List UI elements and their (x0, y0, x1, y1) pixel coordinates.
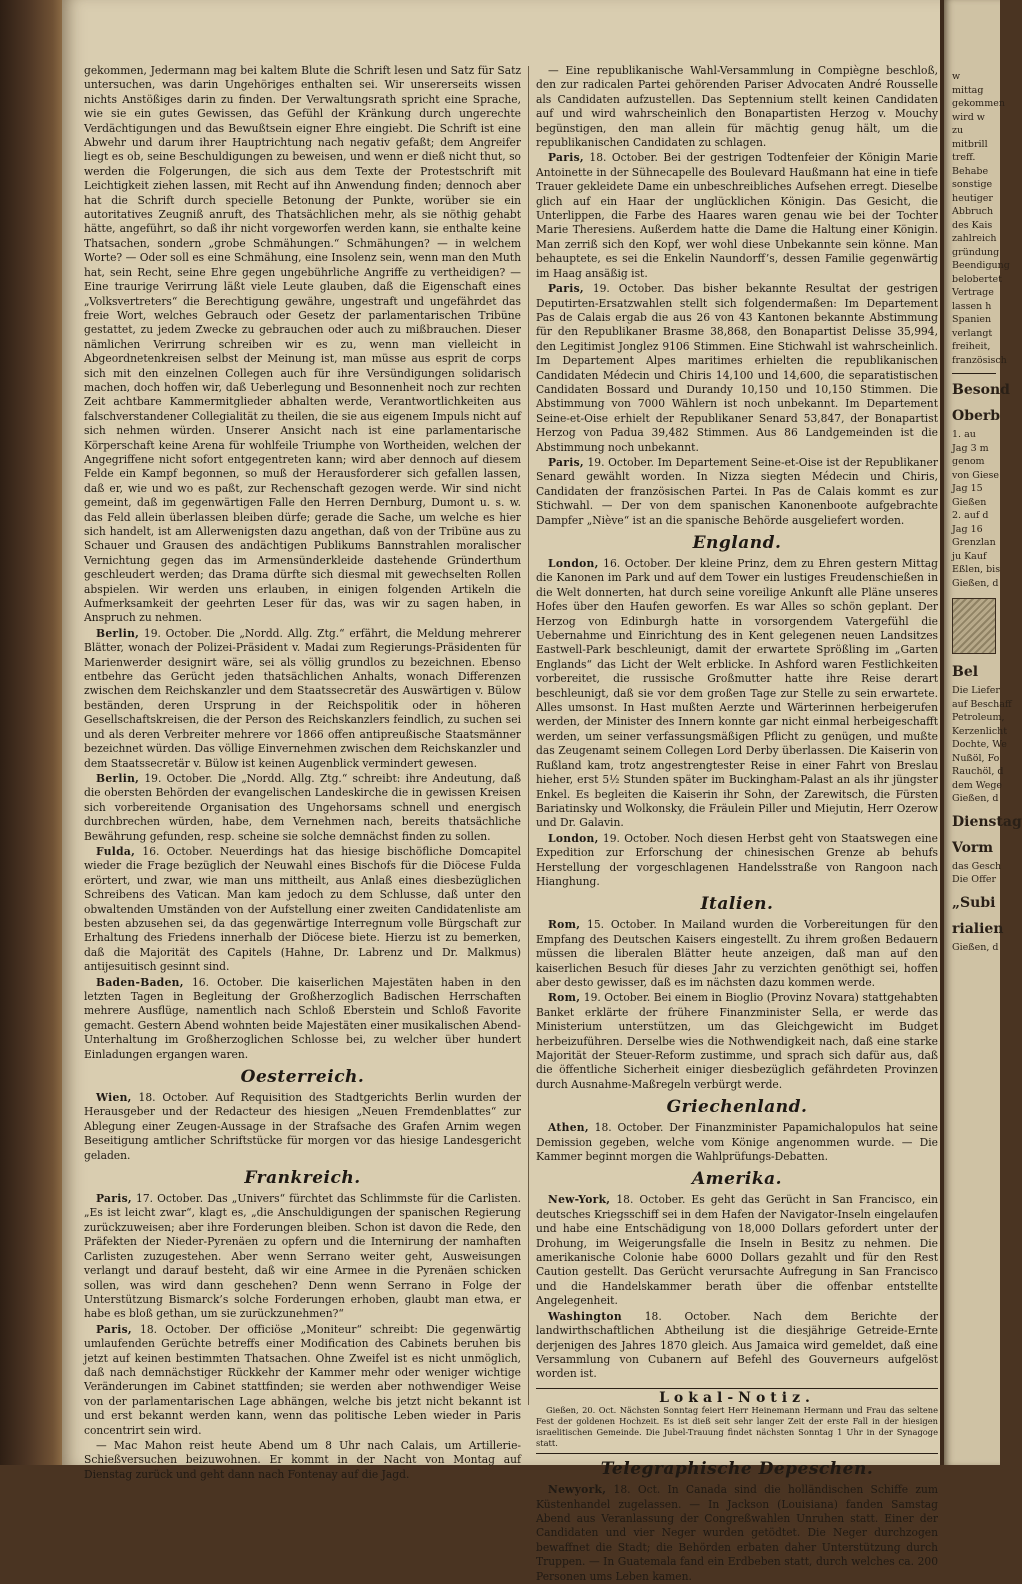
strip-text-fragment: Gießen, d (952, 941, 999, 953)
strip-text-fragment: Grenzlan (952, 537, 996, 548)
dateline-place: Berlin, (96, 626, 140, 640)
strip-text-fragment: französisch (952, 354, 1007, 366)
right-column (536, 64, 938, 1583)
dateline-place: Paris, (548, 282, 584, 296)
article-text: 19. October. Das bisher bekannte Resultat der gestrigen Deputirten-Ersatzwahlen stellt sich folgendermaßen: Im Departement Pas de Calais ergab die aus 26 von 43 Kantonen bekannte Abstimmung für den Republikaner Brasme 38,868, den Bonapartist Delisse 35,994, den Legitimist Jonglez 9106 Stimmen. Eine Stichwahl ist wahrscheinlich. Im Departement Alpes maritimes erhielten die republikanischen Candidaten Médecin und Chiris 14,100 und 14,600, die separatistischen Candidaten Bossard und Durandy 10,150 und 10,150 Stimmen. Die Abstimmung von 7000 Wählern ist noch unbekannt. Im Departement Seine-et-Oise erhielt der Republikaner Senard 53,847, der Bonapartist Herzog von Padua 39,482 Stimmen. Aus 86 Landgemeinden ist die Abstimmung noch unbekannt. (536, 282, 938, 454)
article-text: 16. October. Der kleine Prinz, dem zu Ehren gestern Mittag die Kanonen im Park und auf dem Tower ein lustiges Freudenschießen in die Welt donnerten, hat durch seine voreilige Ankunft alle Pläne unseres Hofes über den Haufen geworfen. Es war Alles so schön geplant. Der Herzog von Edinburgh hatte in vorsorgendem Vatergefühl die Uebernahme und Einrichtung des in Kent gelegenen neuen Landsitzes Eastwell-Park beschleunigt, damit der erwartete Sprößling im „Garten Englands“ das Licht der Welt erblicke. In Ashford waren Festlichkeiten vorbereitet, die russische Großmutter hatte ihre Reise derart beschleunigt, daß sie vor dem großen Tage zur Stelle zu sein erwartete. Alles umsonst. In Hast mußten Aerzte und Wärterinnen herbeigerufen werden, der Minister des Innern konnte gar nicht einmal herbeigeschafft werden, um seiner verfassungsmäßigen Pflicht zu genügen, und mußte das Zeugenamt seinem Collegen Lord Derby überlassen. Die Kaiserin von Rußland kam, trotz angestrengtester Reise in einer Fahrt von Breslau hieher, erst 5½ Stunden später im Buckingham-Palast an als ihr jüngster Enkel. Es begleiten die Kaiserin ihr Sohn, der Zarewitsch, die Fürsten Bariatinsky und Wolkonsky, die Fräulein Piller und Miejutin, Herr Ozerow und Dr. Galavin. (536, 557, 938, 830)
section-heading: Italien. (700, 894, 774, 915)
article-text: 15. October. In Mailand wurden die Vorbereitungen für den Empfang des Deutschen Kaisers eingestellt. Zu ihrem großen Bedauern müssen die liberalen Blätter heute anzeigen, daß man auf den kaiserlichen Besuch für dieses Jahr zu verzichten genöthigt sei, hoffen aber desto gewisser, daß es im nächsten dazu kommen werde. (536, 918, 938, 989)
strip-text-fragment: Beendigung (952, 260, 1010, 271)
article-text: 19. October. Die „Nordd. Allg. Ztg.“ schreibt: ihre Andeutung, daß die obersten Behörden der evangelischen Landeskirche die in gewissen Kreisen sich vorbereitende Organisation des Ungehorsams schnell und energisch durchbrechen würden, habe, dem Vernehmen nach, bereits thatsächliche Bewährung gefunden, resp. scheine sie solche demnächst finden zu sollen. (84, 771, 521, 843)
strip-text-fragment: rialien (952, 920, 1004, 937)
article-paragraph (536, 151, 938, 281)
strip-text-fragment: das Gesch (952, 860, 1002, 872)
left-column (84, 64, 521, 1481)
article-text: 18. Oct. In Canada sind die holländischen Schiffe zum Küstenhandel zugelassen. — In Jackson (Louisiana) fanden Samstag Abend aus Veranlassung der Congreßwahlen Unruhen statt. Einer der Candidaten und vier Neger wurden getödtet. Die Neger durchzogen bewaffnet die Stadt; die Behörden erbaten daher Unterstützung durch Truppen. — In Guatemala fand ein Erdbeben statt, durch welches ca. 200 Personen ums Leben kamen. (536, 1483, 938, 1583)
article-text: 18. October. Nach dem Berichte der landwirthschaftlichen Abtheilung ist die diesjährige Getreide-Ernte derjenigen des Jahres 1870 gleich. Aus Jamaica wird gemeldet, daß eine Versammlung von Cubanern auf Befehl des Gouverneurs aufgelöst worden ist. (536, 1309, 938, 1381)
article-paragraph (84, 772, 521, 844)
strip-text-fragment: sonstige (952, 179, 993, 190)
local-notice-title: Lokal-Notiz. (659, 1389, 815, 1406)
strip-text-fragment: Jag 15 (952, 483, 983, 494)
article-paragraph (536, 832, 938, 890)
strip-text-fragment: zu (952, 125, 964, 136)
dateline-place: Berlin, (96, 771, 140, 785)
adjacent-page-strip (944, 0, 1022, 1465)
article-paragraph (84, 845, 521, 975)
strip-rule (952, 373, 996, 374)
strip-engraving-image (952, 598, 996, 654)
article-text: 19. October. Im Departement Seine-et-Oise ist der Republikaner Senard gewählt worden. In Nizza siegten Médecin und Chiris, Candidaten der französischen Partei. In Pas de Calais kommt es zur Stichwahl. — Der von dem spanischen Kanonenboote aufgebrachte Dampfer „Niève“ ist an die spanische Behörde ausgeliefert worden. (536, 455, 938, 527)
dateline-place: Athen, (548, 1121, 589, 1135)
strip-text-fragment: 1. au (952, 429, 976, 440)
strip-text-fragment: gekommen (952, 98, 1005, 109)
strip-text-fragment: treff. (952, 152, 976, 163)
dateline-place: Paris, (548, 455, 584, 469)
adjacent-page-fragments (944, 0, 1022, 954)
strip-text-fragment: ju Kauf (952, 550, 987, 562)
article-text: 19. October. Die „Nordd. Allg. Ztg.“ erfährt, die Meldung mehrerer Blätter, wonach der Polizei-Präsident v. Madai zum Regierungs-Präsidenten für Marienwerder designirt wäre, sei als völlig grundlos zu bezeichnen. Ebenso entbehre das Gerücht jeden thatsächlichen Anhalts, wonach Differenzen zwischen dem Reichskanzler und dem Staatssecretär des Auswärtigen v. Bülow beständen, deren Ursprung in der Reichspolitik oder in höheren Gesellschaftskreisen, die der Person des Reichskanzlers feindlich, zu suchen sei und als deren Verbreiter mehrere vor 1866 offen antipreußische Staatsmänner bezeichnet würden. Das völlige Einvernehmen zwischen dem Reichskanzler und dem Staatssecretär v. Bülow ist keinen Augenblick vermindert gewesen. (84, 626, 521, 770)
dateline-place: Rom, (548, 991, 581, 1005)
strip-text-fragment: Jag 16 (952, 523, 983, 535)
newspaper-page (62, 0, 940, 1583)
strip-text-fragment: Jag 3 m (952, 442, 989, 454)
strip-text-fragment: belobertet (952, 273, 1002, 285)
strip-text-fragment: Vertrage (952, 287, 994, 298)
local-notice-text: Gießen, 20. Oct. Nächsten Sonntag feiert Herr Heinemann Hermann und Frau das seltene Fest der goldenen Hochzeit. Es ist dieß seit sehr langer Zeit der erste Fall in der hiesigen israelitischen Gemeinde. Die Jubel-Trauung findet nächsten Sonntag 1 Uhr in der Synagoge statt. (536, 1405, 938, 1449)
strip-text-fragment: Petroleum, (952, 712, 1005, 723)
strip-text-fragment: Behabe (952, 165, 989, 177)
strip-text-fragment: Vorm (952, 839, 994, 856)
strip-text-fragment: mittag (952, 84, 984, 96)
dateline-place: London, (548, 557, 599, 570)
article-text: 16. October. Die kaiserlichen Majestäten haben in den letzten Tagen in Begleitung der Großherzoglich Badischen Herrschaften mehrere Ausflüge, namentlich nach Schloß Eberstein und Schloß Favorite gemacht. Gestern Abend wohnten beide Majestäten einer musikalischen Abend-Unterhaltung im Großherzoglichen Schlosse bei, zu welcher über hundert Einladungen ergangen waren. (84, 975, 521, 1061)
strip-text-fragment: Eßlen, bis (952, 564, 1001, 575)
strip-text-fragment: Gießen (952, 496, 987, 508)
strip-text-fragment: mitbrill (952, 138, 988, 150)
strip-text-fragment: gründung (952, 246, 1000, 258)
strip-text-fragment: Gießen, d (952, 793, 999, 804)
article-paragraph (84, 1091, 521, 1163)
strip-text-fragment: Dienstag (952, 813, 1022, 830)
strip-text-fragment: genom (952, 456, 985, 467)
article-paragraph (536, 991, 938, 1092)
article-text: — Mac Mahon reist heute Abend um 8 Uhr nach Calais, um Artillerie-Schießversuchen beizuwohnen. Er kommt in der Nacht von Montag auf Dienstag zurück und geht dann nach Fontenay auf die Jagd. (84, 1438, 521, 1481)
dateline-place: New-York, (548, 1193, 611, 1207)
strip-text-fragment: heutiger (952, 192, 993, 204)
article-paragraph (536, 1193, 938, 1308)
section-heading: Oesterreich. (240, 1067, 365, 1088)
strip-text-fragment: Gießen, d (952, 577, 999, 589)
article-text: 18. October. Es geht das Gerücht in San Francisco, ein deutsches Kriegsschiff sei in dem Hafen der Navigator-Inseln eingelaufen und habe eine Entschädigung von 18,000 Dollars gefordert unter der Drohung, im Weigerungsfalle die Inseln in Besitz zu nehmen. Die amerikanische Colonie habe 6000 Dollars gezahlt und für den Rest Caution gestellt. Das Gerücht verursachte Aufregung in San Francisco und die Handelskammer berath über die offenbar entstellte Angelegenheit. (536, 1193, 938, 1308)
article-paragraph (536, 557, 938, 831)
dateline-place: Paris, (548, 151, 584, 165)
strip-text-fragment: auf Beschaff (952, 698, 1012, 710)
dateline-place: Paris, (96, 1322, 132, 1336)
article-paragraph (84, 627, 521, 771)
article-paragraph (84, 976, 521, 1062)
strip-text-fragment: Abbruch (952, 206, 994, 217)
strip-text-fragment: zahlreich (952, 233, 997, 244)
section-heading: England. (692, 533, 782, 553)
strip-text-fragment: Oberb (952, 408, 1001, 424)
strip-text-fragment: Besond (952, 382, 1010, 398)
dateline-place: Wien, (96, 1091, 132, 1105)
article-paragraph (536, 64, 938, 150)
strip-text-fragment: Die Offer (952, 874, 996, 885)
strip-text-fragment: freiheit, (952, 341, 991, 352)
strip-text-fragment: Die Liefer (952, 685, 1000, 696)
section-heading: Frankreich. (244, 1168, 361, 1189)
strip-text-fragment: Rauchöl, d (952, 766, 1004, 777)
strip-text-fragment: dem Wege (952, 779, 1003, 791)
article-text: 18. October. Auf Requisition des Stadtgerichts Berlin wurden der Herausgeber und der Redacteur des hiesigen „Neuen Fremdenblattes“ zur Ablegung einer Zeugen-Aussage in der Strafsache des Grafen Arnim wegen Beseitigung amtlicher Schriftstücke für morgen vor das hiesige Landesgericht geladen. (84, 1091, 521, 1162)
strip-text-fragment: 2. auf d (952, 510, 989, 521)
strip-text-fragment: wird w (952, 111, 985, 123)
article-paragraph (536, 1310, 938, 1382)
dateline-place: Newyork, (548, 1483, 607, 1497)
article-text: — Eine republikanische Wahl-Versammlung in Compiègne beschloß, den zur radicalen Partei gehörenden Pariser Advocaten André Rousselle als Candidaten aufzustellen. Das Septennium stellt keinen Candidaten auf und wird wahrscheinlich den Bonapartisten Herzog v. Mouchy begünstigen, den man allein für mächtig genug hält, um die republikanischen Candidaten zu schlagen. (536, 64, 938, 150)
dateline-place: Paris, (96, 1192, 132, 1206)
article-text: 18. October. Der Finanzminister Papamichalopulos hat seine Demission gegeben, welche vom Könige angenommen wurde. — Die Kammer beginnt morgen die Wahlprüfungs-Debatten. (536, 1121, 938, 1164)
column-divider (528, 66, 529, 1405)
section-heading: Amerika. (691, 1169, 783, 1190)
article-text: 18. October. Der officiöse „Moniteur“ schreibt: Die gegenwärtig umlaufenden Gerüchte betreffs einer Modification des Cabinets beruhen bis jetzt auf keinen bestimmten Thatsachen. Ohne Zweifel ist es nicht unmöglich, daß nach demnächstiger Rückkehr der Kammer mehr oder weniger wichtige Veränderungen im Cabinet stattfinden; sie werden aber nothwendiger Weise von der parlamentarischen Lage abhängen, welche bis jetzt nicht bekannt ist und erst bekannt werden kann, wenn das politische Leben wieder in Paris concentrirt sein wird. (84, 1322, 521, 1437)
dateline-place: Rom, (548, 918, 581, 932)
strip-text-fragment: des Kais (952, 219, 993, 231)
local-notice-box (536, 1388, 938, 1454)
article-text: gekommen, Jedermann mag bei kaltem Blute die Schrift lesen und Satz für Satz untersuchen, was darin Ungehöriges enthalten sei. Wir unsererseits wissen nichts Anstößiges darin zu finden. Der Verwaltungsrath spricht eine Sprache, wie sie ein gutes Gewissen, das Gefühl der Kränkung durch ungerechte Verdächtigungen und das Bewußtsein eigner Ehre eingiebt. Die Schrift ist eine Abwehr und darum ihrer Hauptrichtung nach negativ gefaßt; dem Angreifer liegt es ob, seine Beschuldigungen zu beweisen, und wenn er dieß nicht thut, so werden die Folgerungen, die sich aus dem Texte der Protestschrift mit Leichtigkeit ziehen lassen, mit Recht auf ihn Anwendung finden; dennoch aber hat die Schrift durch specielle Betonung der Punkte, worüber sie ein autoritatives Zeugniß anruft, des Thatsächlichen mehr, als sie nöthig gehabt hätte, angeführt, so daß ihr nicht vorgeworfen werden kann, sie enthalte keine Thatsachen, sondern „grobe Schmähungen.“ Schmähungen? — in welchem Worte? — Oder soll es eine Schmähung, eine Insolenz sein, wenn man den Muth hat, sein Recht, seine Ehre gegen ungebührliche Angriffe zu vertheidigen? — Eine traurige Verirrung läßt viele Leute glauben, daß die Eigenschaft eines „Volksvertreters“ die Berechtigung gewähre, ungestraft und ungefährdet das freie Wort, welches Gebrauch oder Gesetz der parlamentarischen Tribüne gestattet, zu jedem Zwecke zu gebrauchen oder auch zu mißbrauchen. Dieser nämlichen Verirrung schreiben wir es zu, wenn man vielleicht in Abgeordnetenkreisen selbst der Meinung ist, man müsse aus esprit de corps sich mit den einzelnen Collegen auch für ihre Versündigungen solidarisch machen, doch hoffen wir, daß Ueberlegung und Besonnenheit noch zur rechten Zeit achtbare Kammermitglieder abhalten werde, Verantwortlichkeiten aus falschverstandener Collegialität zu theilen, die sie aus eigenem Impuls nicht auf sich nehmen würden. Unserer Ansicht nach ist eine parlamentarische Körperschaft keine Arena für wohlfeile Triumphe von Wortheiden, welchen der Angegriffene nicht sofort entgegentreten kann; wird aber dennoch auf diesem Felde ein Kampf begonnen, so muß der Herausforderer sich gefallen lassen, daß er, wie und wo es paßt, zur Rechenschaft gezogen werde. Wir sind nicht gemeint, daß im gegenwärtigen Falle den Herren Dernburg, Dumont u. s. w. das Feld allein überlassen bleiben dürfe; gerade die Sache, um welche es hier sich handelt, ist am Allerwenigsten dazu angethan, daß von der Tribüne aus zu Schauer und Grausen des andächtigen Publikums Bannstrahlen moralischer Vernichtung gegen das im Armensünderkleide dastehende Gründerthum geschleudert werden; das Drama dürfte sich diesmal mit gewechselten Rollen abspielen. Wir werden uns erlauben, in einigen folgenden Artikeln die Aufmerksamkeit der geehrten Leser für das, was wir zu sagen haben, in Anspruch zu nehmen. (84, 64, 521, 625)
section-heading: Telegraphische Depeschen. (600, 1459, 874, 1480)
article-paragraph (84, 64, 521, 626)
article-text: 18. October. Bei der gestrigen Todtenfeier der Königin Marie Antoinette in der Sühnecapelle des Boulevard Haußmann hat eine in tiefe Trauer gekleidete Dame ein unbeschreibliches Aufsehen erregt. Dieselbe glich auf ein Haar der unglücklichen Königin. Das Gesicht, die Unterlippen, die Farbe des Haares waren genau wie bei der Tochter Marie Theresiens. Außerdem hatte die Dame die Haltung einer Königin. Man zerriß sich den Kopf, wer wohl diese Unbekannte sein könne. Man behauptete, es sei die Enkelin Naundorff’s, dessen Familie gegenwärtig im Haag ansäßig ist. (536, 151, 938, 280)
article-text: 19. October. Noch diesen Herbst geht von Staatswegen eine Expedition zur Erforschung der chinesischen Grenze ab behufs Herstellung der vorgeschlagenen Handelsstraße von Rangoon nach Hianghung. (536, 831, 938, 888)
dateline-place: London, (548, 831, 599, 845)
dateline-place: Baden-Baden, (96, 975, 184, 989)
article-text: 16. October. Neuerdings hat das hiesige bischöfliche Domcapitel wieder die Frage bezüglich der Neuwahl eines Bischofs für die Diöcese Fulda erörtert, und zwar, wie man uns mittheilt, aus Anlaß eines diesbezüglichen Schreibens des Vatican. Man kam jedoch zu dem Schlusse, daß unter den obwaltenden Umständen von der Aufstellung einer zweiten Candidatenliste am besten abzusehen sei, da das gegenwärtige Interregnum volle Bürgschaft zur Erhaltung des Friedens innerhalb der Diöcese biete. Hierzu ist zu bemerken, daß die Majorität des Capitels (Hahne, Dr. Labrenz und Dr. Malkmus) antijesuitisch gesinnt sind. (84, 844, 521, 974)
strip-text-fragment: Kerzenlicht (952, 725, 1008, 737)
article-paragraph (84, 1439, 521, 1482)
strip-text-fragment: „Subi (952, 894, 996, 911)
strip-text-fragment: verlangt (952, 327, 993, 339)
strip-text-fragment: Nußöl, Fo (952, 752, 1000, 764)
dateline-place: Washington (548, 1309, 622, 1323)
article-paragraph (536, 1483, 938, 1584)
strip-text-fragment: lassen h (952, 300, 992, 312)
article-paragraph (84, 1323, 521, 1438)
strip-text-fragment: Dochte, We (952, 739, 1007, 750)
section-heading: Griechenland. (666, 1097, 808, 1118)
article-paragraph (536, 918, 938, 990)
article-paragraph (536, 282, 938, 455)
strip-text-fragment: w (952, 71, 961, 82)
article-paragraph (536, 1121, 938, 1164)
strip-text-fragment: von Giese (952, 469, 999, 481)
article-text: 19. October. Bei einem in Bioglio (Provinz Novara) stattgehabten Banket erklärte der frühere Finanzminister Sella, er werde das Ministerium unterstützen, um das Gleichgewicht im Budget herbeizuführen. Derselbe wies die Nothwendigkeit nach, daß eine starke Majorität der Steuer-Reform zustimme, und sprach sich dafür aus, daß die öffentliche Sicherheit einiger diesbezüglich gefährdeten Provinzen durch Ausnahme-Maßregeln verbürgt werde. (536, 991, 938, 1091)
strip-text-fragment: Spanien (952, 314, 992, 325)
strip-text-fragment: Bel (952, 664, 979, 680)
dateline-place: Fulda, (96, 844, 136, 858)
article-paragraph (536, 456, 938, 528)
book-spine (0, 0, 62, 1465)
article-text: 17. October. Das „Univers“ fürchtet das Schlimmste für die Carlisten. „Es ist leicht zwar“, klagt es, „die Anschuldigungen der spanischen Regierung zurückzuweisen; aber ihre Forderungen bleiben. Schon ist davon die Rede, den Präfekten der Nieder-Pyrenäen zu opfern und die Internirung der namhaften Carlisten zuzugestehen. Aber wenn Serrano weiter geht, Ausweisungen verlangt und darauf besteht, daß wir eine Armee in die Pyrenäen schicken sollen, was wird dann geschehen? Denn wenn Serrano in Folge der Unterstützung Bismarck’s solche Forderungen erhoben, glaubt man etwa, er habe es bloß gethan, um sie zurückzunehmen?“ (84, 1192, 521, 1321)
article-paragraph (84, 1192, 521, 1322)
